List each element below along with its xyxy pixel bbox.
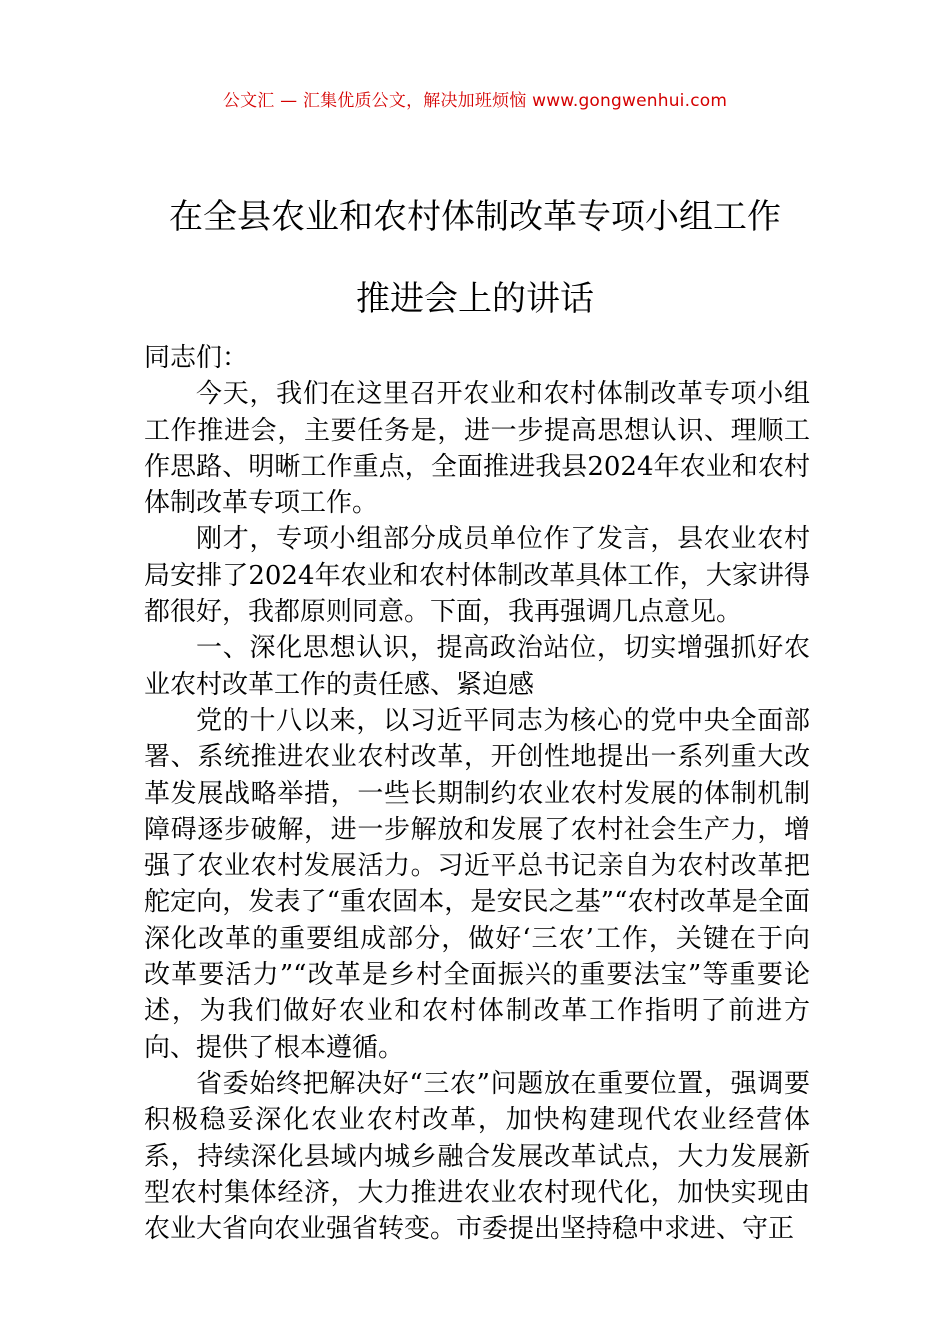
paragraph-intro: 今天，我们在这里召开农业和农村体制改革专项小组工作推进会，主要任务是，进一步提高思想认识、理顺工作思路、明晰工作重点，全面推进我县2024年农业和农村体制改革专项工作。: [144, 379, 810, 519]
paragraph-remarks: 刚才，专项小组部分成员单位作了发言，县农业农村局安排了2024年农业和农村体制改革具体工作，大家讲得都很好，我都原则同意。下面，我再强调几点意见。: [144, 524, 810, 628]
paragraph-provincial: 省委始终把解决好“三农”问题放在重要位置，强调要积极稳妥深化农业农村改革，加快构建现代农业经营体系，持续深化县域内城乡融合发展改革试点，大力发展新型农村集体经济，大力推进农业农村现代化，加快实现由农业大省向农业强省转变。市委提出坚持稳中求进、守正: [144, 1068, 810, 1245]
paragraph-party-central: 党的十八以来，以习近平同志为核心的党中央全面部署、系统推进农业农村改革，开创性地提出一系列重大改革发展战略举措，一些长期制约农业农村发展的体制机制障碍逐步破解，进一步解放和发展了农村社会生产力，增强了农业农村发展活力。习近平总书记亲自为农村改革把舵定向，发表了“重农固本，是安民之基”“农村改革是全面深化改革的重要组成部分，做好‘三农’工作，关键在于向改革要活力”“改革是乡村全面振兴的重要法宝”等重要论述，为我们做好农业和农村体制改革工作指明了前进方向、提供了根本遵循。: [144, 705, 810, 1063]
section-heading-1: 一、深化思想认识，提高政治站位，切实增强抓好农业农村改革工作的责任感、紧迫感: [144, 633, 810, 700]
title-line-2: 推进会上的讲话: [356, 279, 594, 319]
title-line-1: 在全县农业和农村体制改革专项小组工作: [169, 197, 781, 237]
document-body: [144, 340, 810, 1247]
salutation: 同志们：: [144, 343, 249, 373]
header-banner: 公文汇 — 汇集优质公文，解决加班烦恼 www.gongwenhui.com: [222, 91, 728, 111]
document-title: [60, 176, 890, 340]
